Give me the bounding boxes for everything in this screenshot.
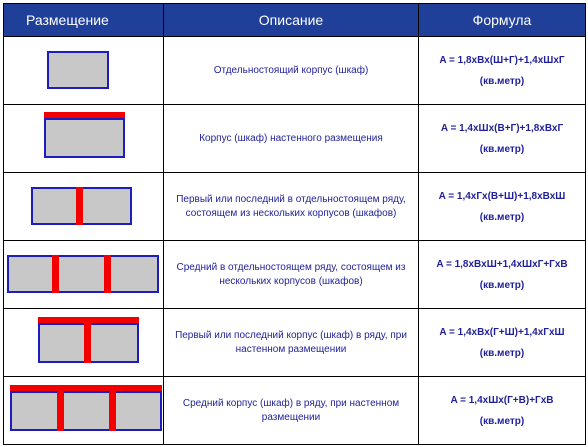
- description-cell: Первый или последний в отдельностоящем ряду, состоящем из нескольких корпусов (шкафов): [164, 173, 419, 241]
- formula-text: A = 1,4хГх(В+Ш)+1,8хВхШ: [438, 190, 566, 202]
- formula-text: A = 1,4хВх(Г+Ш)+1,4хГхШ: [439, 326, 565, 338]
- divider-bar: [76, 187, 83, 225]
- divider-bar: [52, 255, 59, 293]
- formula-unit: (кв.метр): [479, 211, 525, 223]
- formula-cell: [419, 37, 586, 105]
- header-description: Описание: [164, 4, 419, 37]
- placement-diagram-wall: [4, 105, 163, 172]
- table-header-row: [4, 4, 586, 37]
- divider-bar: [84, 323, 91, 363]
- placement-diagram-wall-row-middle: [4, 377, 163, 444]
- description-cell: Средний в отдельностоящем ряду, состоящем из нескольких корпусов (шкафов): [164, 241, 419, 309]
- cabinet-shape: [44, 118, 125, 158]
- divider-bar: [109, 391, 116, 431]
- table-row: [4, 173, 586, 241]
- formula-unit: (кв.метр): [479, 75, 525, 87]
- divider-bar: [57, 391, 64, 431]
- divider-bar: [104, 255, 111, 293]
- formula-cell: [419, 309, 586, 377]
- formula-unit: (кв.метр): [479, 415, 525, 427]
- description-cell: Корпус (шкаф) настенного размещения: [164, 105, 419, 173]
- table-row: [4, 37, 586, 105]
- placement-diagram-row-end: [4, 173, 163, 240]
- placement-diagram-row-middle: [4, 241, 163, 308]
- formula-cell: [419, 377, 586, 445]
- placement-cell: [4, 173, 164, 241]
- formula-unit: (кв.метр): [479, 143, 525, 155]
- formula-text: A = 1,4хШх(В+Г)+1,8хВхГ: [440, 122, 564, 134]
- formula-cell: [419, 241, 586, 309]
- placement-cell: [4, 37, 164, 105]
- placement-diagram-wall-row-end: [4, 309, 163, 376]
- cabinet-row-shape: [7, 255, 159, 293]
- formula-unit: (кв.метр): [479, 279, 525, 291]
- header-formula: Формула: [419, 4, 586, 37]
- cabinet-row-shape: [10, 391, 162, 431]
- formula-cell: [419, 105, 586, 173]
- table-row: [4, 105, 586, 173]
- placement-cell: [4, 241, 164, 309]
- placement-cell: [4, 105, 164, 173]
- placement-cell: [4, 377, 164, 445]
- placement-diagram-standalone: [4, 37, 163, 104]
- table-row: [4, 309, 586, 377]
- formula-text: A = 1,8хВх(Ш+Г)+1,4хШхГ: [439, 54, 565, 66]
- formula-text: A = 1,4хШх(Г+В)+ГхВ: [450, 394, 554, 406]
- placement-formula-table: [3, 3, 586, 445]
- placement-cell: [4, 309, 164, 377]
- description-cell: Отдельностоящий корпус (шкаф): [164, 37, 419, 105]
- formula-cell: [419, 173, 586, 241]
- formula-text: A = 1,8хВхШ+1,4хШхГ+ГхВ: [436, 258, 568, 270]
- header-placement: Размещение: [4, 4, 164, 37]
- formula-unit: (кв.метр): [479, 347, 525, 359]
- description-cell: Средний корпус (шкаф) в ряду, при настенном размещении: [164, 377, 419, 445]
- cabinet-shape: [47, 51, 109, 89]
- description-cell: Первый или последний корпус (шкаф) в ряду, при настенном размещении: [164, 309, 419, 377]
- table-row: [4, 377, 586, 445]
- table-row: [4, 241, 586, 309]
